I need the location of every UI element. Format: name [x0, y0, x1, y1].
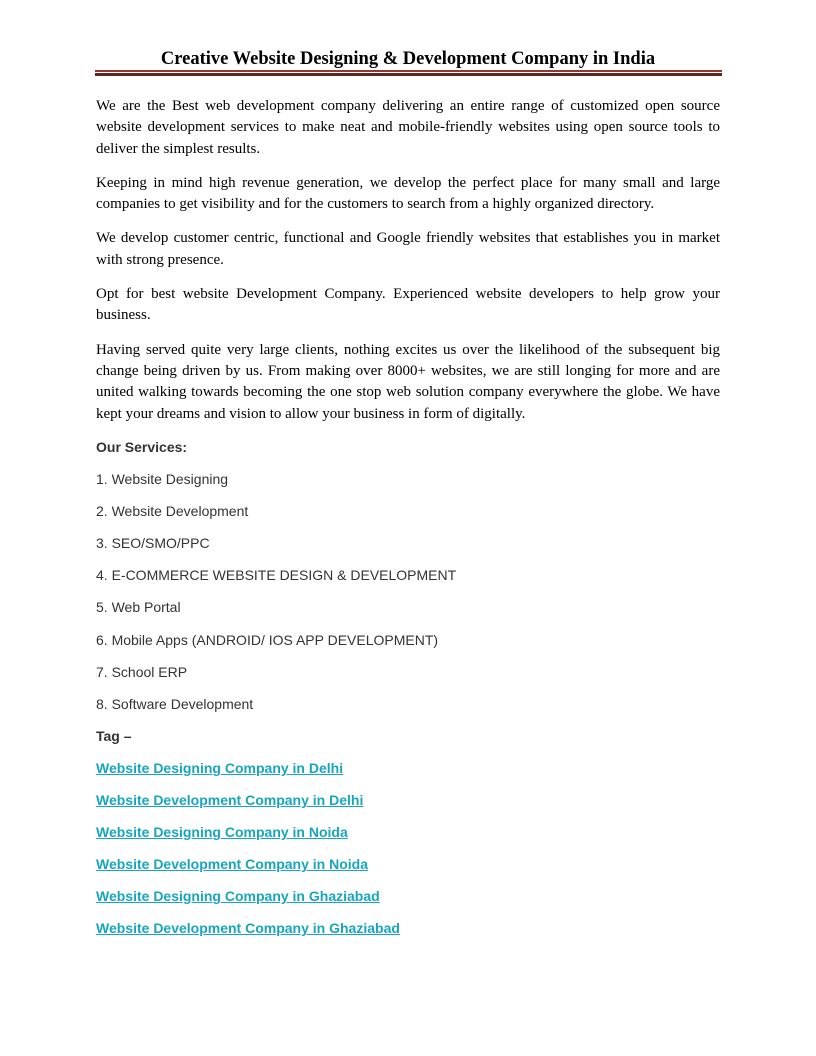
paragraph: Keeping in mind high revenue generation, we develop the perfect place for many small and large companies to get visibility and for the customers to search from a highly organized directory. [96, 174, 720, 213]
title-divider-thin [95, 70, 722, 72]
service-item: 1. Website Designing [96, 471, 229, 488]
service-item: 3. SEO/SMO/PPC [96, 535, 210, 552]
title-divider-thick [95, 73, 722, 76]
paragraph: We are the Best web development company delivering an entire range of customized open source website development services to make neat and mobile-friendly websites using open source tools to deliver the simplest results. [96, 98, 720, 157]
tag-link-development-noida[interactable]: Website Development Company in Noida [96, 856, 369, 873]
paragraph: We develop customer centric, functional and Google friendly websites that establishes you in market with strong presence. [96, 230, 720, 268]
services-and-tags [96, 439, 720, 953]
tag-link-designing-ghaziabad[interactable]: Website Designing Company in Ghaziabad [96, 888, 380, 905]
page-title: Creative Website Designing & Development Company in India [160, 49, 656, 69]
tag-link-development-delhi[interactable]: Website Development Company in Delhi [96, 792, 364, 809]
tag-link-designing-noida[interactable]: Website Designing Company in Noida [96, 824, 348, 841]
service-item: 2. Website Development [96, 503, 249, 520]
service-item: 5. Web Portal [96, 599, 181, 616]
service-item: 4. E-COMMERCE WEBSITE DESIGN & DEVELOPMENT [96, 567, 457, 584]
services-heading: Our Services: [96, 439, 188, 455]
tag-link-development-ghaziabad[interactable]: Website Development Company in Ghaziabad [96, 920, 400, 937]
paragraph: Having served quite very large clients, nothing excites us over the likelihood of the subsequent big change being driven by us. From making over 8000+ websites, we are still longing for more and are united walking towards becoming the one stop web solution company everywhere the globe. We have kept your dreams and vision to allow your business in form of digitally. [96, 341, 720, 422]
tag-heading: Tag – [96, 727, 132, 744]
paragraph: Opt for best website Development Company. Experienced website developers to help grow your business. [96, 286, 720, 324]
service-item: 7. School ERP [96, 663, 188, 680]
service-item: 6. Mobile Apps (ANDROID/ IOS APP DEVELOPMENT) [96, 631, 439, 648]
tag-link-designing-delhi[interactable]: Website Designing Company in Delhi [96, 759, 344, 776]
service-item: 8. Software Development [96, 695, 254, 712]
body-text [96, 96, 720, 438]
